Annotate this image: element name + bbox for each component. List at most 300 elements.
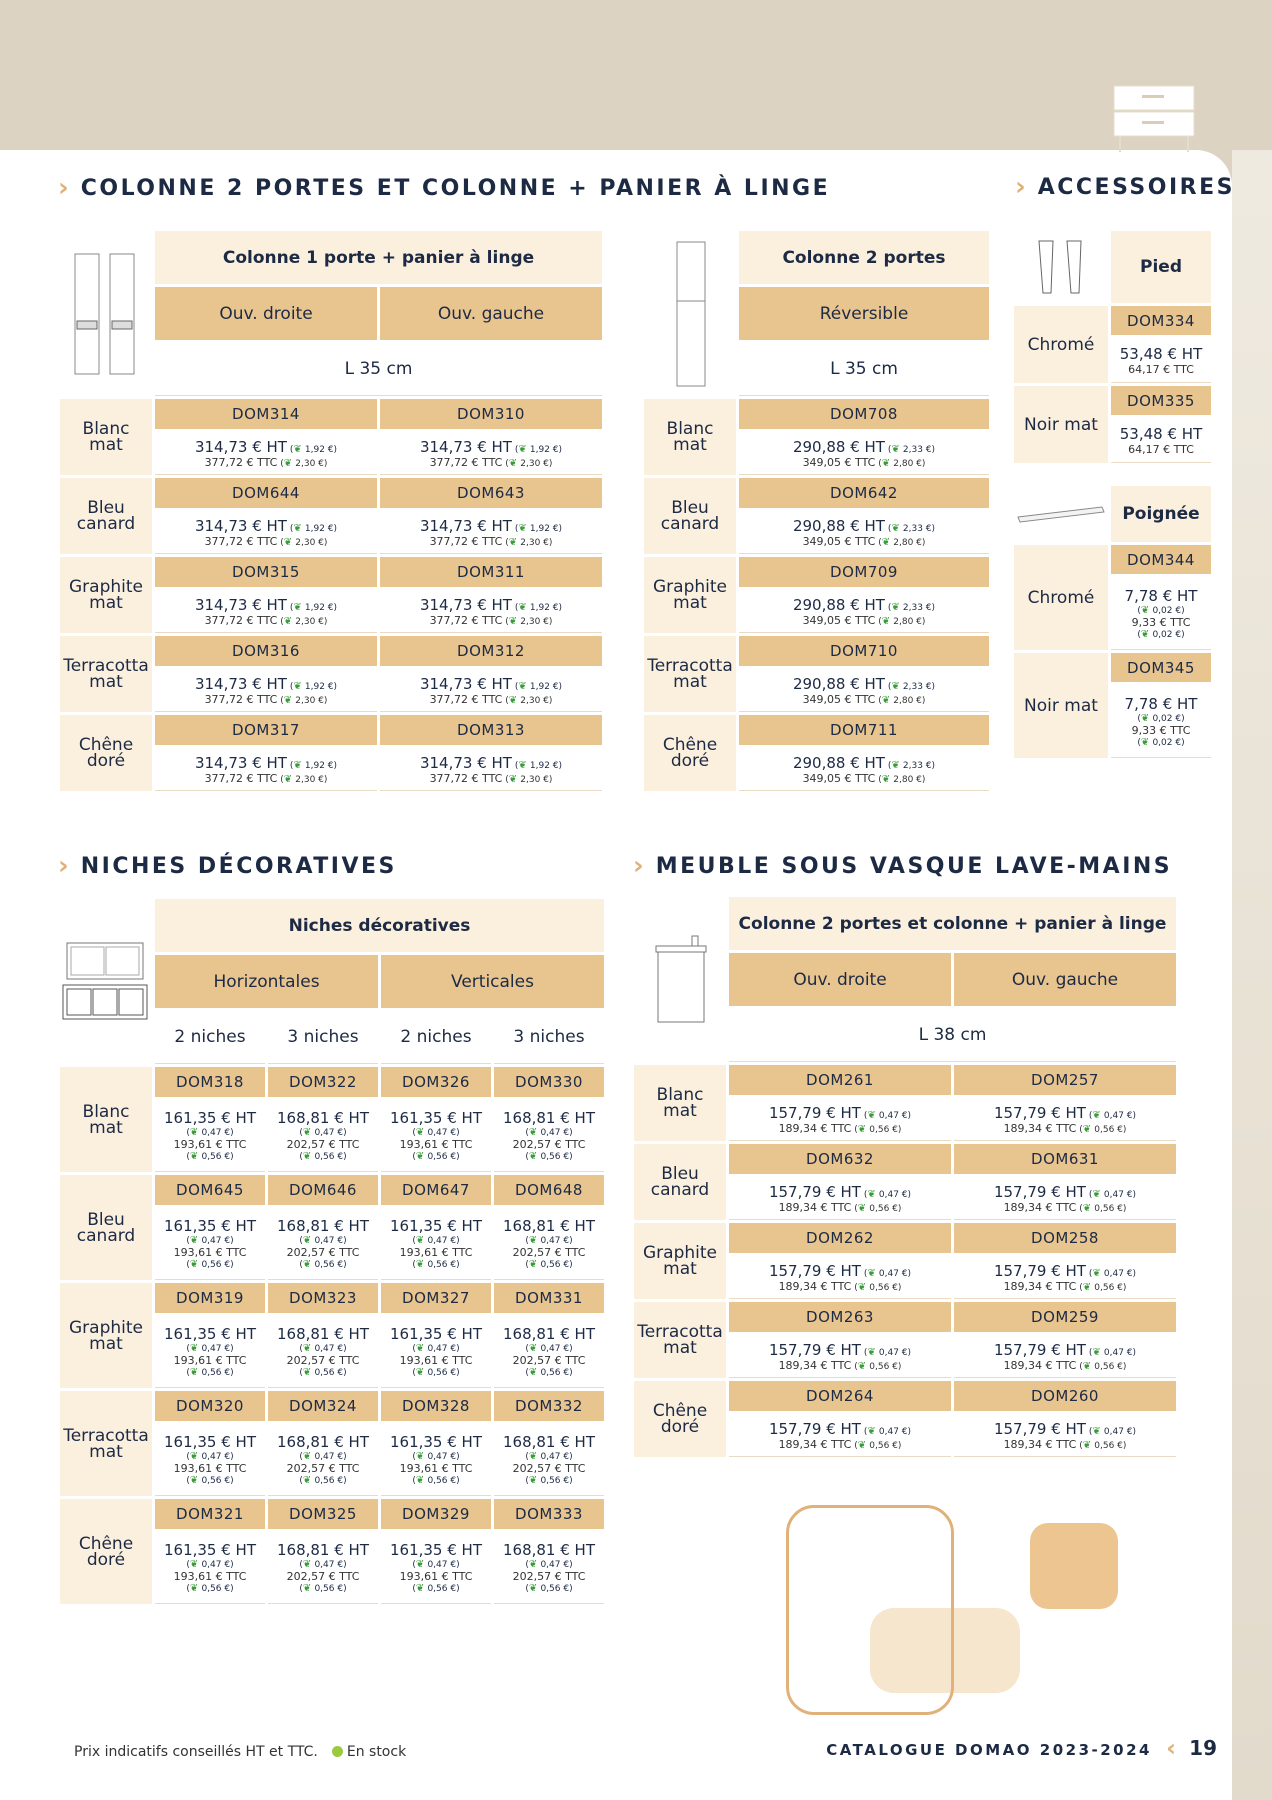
price-ht-line — [503, 1325, 595, 1343]
col-header: Ouv. gauche — [954, 953, 1176, 1006]
chevron-right-icon: › — [1015, 172, 1026, 202]
product-code: DOM327 — [381, 1283, 491, 1313]
price-ttc: 202,57 € TTC — [512, 1462, 586, 1475]
eco-value: 0,47 € — [314, 1344, 344, 1354]
eco-part: (❦ 0,56 €) — [1076, 1281, 1127, 1293]
price-cell — [381, 1208, 491, 1280]
meuble-icon — [650, 930, 710, 1030]
eco-value: 0,56 € — [314, 1584, 344, 1594]
leaf-icon: ❦ — [528, 1559, 541, 1570]
eco-part: (❦ 2,33 €) — [884, 522, 936, 534]
eco-part: (❦ 1,92 €) — [286, 759, 338, 771]
price-cell — [494, 1424, 604, 1496]
price-cell — [155, 590, 377, 633]
colonne-2portes-icon — [665, 239, 715, 389]
table-niches — [60, 899, 604, 1604]
price-ht: 161,35 € HT — [163, 1433, 256, 1451]
price-ttc: 189,34 € TTC — [1003, 1200, 1077, 1214]
eco-line: (❦ 0,56 €) — [525, 1367, 573, 1378]
product-code: DOM711 — [739, 715, 989, 745]
price-ttc: 193,61 € TTC — [399, 1354, 473, 1367]
eco-part: (❦ 2,33 €) — [884, 443, 936, 455]
price-ht-line — [503, 1109, 595, 1127]
price-ht-line — [994, 1104, 1136, 1122]
price-ttc-line — [174, 1570, 247, 1583]
product-code: DOM262 — [729, 1223, 951, 1253]
price-ttc: 189,34 € TTC — [778, 1121, 852, 1135]
leaf-icon: ❦ — [1092, 1267, 1104, 1279]
price-cell — [739, 669, 989, 712]
eco-value: 1,92 € — [304, 681, 334, 692]
price-ht-line — [769, 1262, 911, 1280]
price-ttc-line — [513, 1462, 586, 1475]
sub-header: 3 niches — [494, 1011, 604, 1064]
product-code: DOM644 — [155, 478, 377, 508]
leaf-icon: ❦ — [293, 522, 305, 534]
eco-value: 0,56 € — [201, 1260, 231, 1270]
product-image-colonne-2portes — [644, 231, 736, 396]
price-ttc-line — [1004, 1280, 1127, 1293]
poignee-icon — [1016, 499, 1106, 529]
price-ht-line — [503, 1217, 595, 1235]
eco-part: (❦ 1,92 €) — [511, 680, 563, 692]
finish-line: mat — [673, 435, 707, 455]
finish-line: mat — [89, 1441, 123, 1462]
product-code: DOM329 — [381, 1499, 491, 1529]
eco-line: (❦ 0,56 €) — [186, 1475, 234, 1486]
finish-line: Blanc — [656, 1085, 704, 1105]
finish-line: Blanc — [82, 1101, 130, 1122]
eco-line: (❦ 0,56 €) — [186, 1259, 234, 1270]
section-meuble-heading — [633, 851, 1172, 881]
price-ttc-line — [287, 1462, 360, 1475]
price-ht-line — [277, 1433, 369, 1451]
price-cell — [1111, 338, 1211, 383]
price-ht: 314,73 € HT — [194, 753, 287, 772]
eco-value: 0,56 € — [201, 1476, 231, 1486]
eco-part: (❦ 2,30 €) — [277, 536, 328, 548]
eco-line: (❦ 0,47 €) — [412, 1127, 460, 1138]
eco-value: 0,47 € — [201, 1560, 231, 1570]
eco-part: (❦ 0,47 €) — [1085, 1267, 1137, 1279]
finish-label — [60, 636, 152, 712]
price-ht-line — [769, 1104, 911, 1122]
price-ttc: 377,72 € TTC — [204, 455, 278, 469]
price-ht: 161,35 € HT — [389, 1109, 482, 1127]
price-cell — [155, 1424, 265, 1496]
price-cell — [268, 1424, 378, 1496]
price-ttc-line — [1132, 724, 1191, 737]
price-ttc: 349,05 € TTC — [802, 692, 876, 706]
eco-line: (❦ 0,56 €) — [412, 1475, 460, 1486]
leaf-icon: ❦ — [189, 1151, 202, 1162]
finish-line: Bleu — [671, 498, 709, 518]
price-ttc: 193,61 € TTC — [399, 1462, 473, 1475]
price-ht: 161,35 € HT — [163, 1109, 256, 1127]
eco-value: 2,30 € — [295, 695, 324, 706]
price-cell — [1111, 418, 1211, 463]
eco-value: 0,47 € — [314, 1452, 344, 1462]
price-ht-line — [793, 596, 935, 614]
eco-value: 0,56 € — [427, 1476, 457, 1486]
eco-line: (❦ 0,56 €) — [299, 1583, 347, 1594]
eco-part: (❦ 0,56 €) — [851, 1281, 902, 1293]
eco-line: (❦ 0,56 €) — [299, 1475, 347, 1486]
price-ttc-line — [174, 1246, 247, 1259]
eco-line: (❦ 0,56 €) — [525, 1151, 573, 1162]
eco-part: (❦ 2,30 €) — [502, 694, 553, 706]
leaf-icon: ❦ — [415, 1343, 428, 1354]
price-ht-line — [390, 1433, 482, 1451]
price-ttc: 193,61 € TTC — [173, 1354, 247, 1367]
eco-value: 2,80 € — [893, 458, 922, 469]
leaf-icon: ❦ — [1140, 628, 1153, 640]
finish-label — [60, 1283, 152, 1388]
product-code: DOM315 — [155, 557, 377, 587]
eco-value: 0,47 € — [427, 1128, 457, 1138]
eco-line: (❦ 0,56 €) — [412, 1259, 460, 1270]
price-ttc: 202,57 € TTC — [512, 1246, 586, 1259]
price-ttc: 193,61 € TTC — [173, 1570, 247, 1583]
finish-line: canard — [76, 1225, 136, 1246]
eco-part: (❦ 2,30 €) — [502, 615, 553, 627]
price-ht: 168,81 € HT — [502, 1109, 595, 1127]
price-ttc: 193,61 € TTC — [399, 1570, 473, 1583]
eco-value: 0,56 € — [427, 1584, 457, 1594]
price-ttc: 189,34 € TTC — [778, 1358, 852, 1372]
finish-label — [60, 1067, 152, 1172]
price-ttc: 349,05 € TTC — [802, 613, 876, 627]
price-ttc: 193,61 € TTC — [399, 1246, 473, 1259]
product-code: DOM646 — [268, 1175, 378, 1205]
leaf-icon: ❦ — [302, 1235, 315, 1246]
eco-line: (❦ 0,56 €) — [412, 1151, 460, 1162]
eco-part: (❦ 0,47 €) — [860, 1346, 912, 1358]
eco-value: 0,56 € — [427, 1260, 457, 1270]
price-ht: 314,73 € HT — [419, 674, 512, 693]
finish-line: Graphite — [653, 577, 727, 597]
price-ht-line — [195, 438, 337, 456]
price-ttc: 9,33 € TTC — [1131, 615, 1191, 629]
table-title: Colonne 1 porte + panier à linge — [155, 231, 602, 284]
leaf-icon: ❦ — [528, 1151, 541, 1162]
price-ht-line — [420, 675, 562, 693]
price-ttc: 202,57 € TTC — [286, 1354, 360, 1367]
eco-part: (❦ 0,56 €) — [1076, 1439, 1127, 1451]
price-cell — [954, 1256, 1176, 1299]
table-meuble — [634, 897, 1176, 1457]
finish-line: Terracotta — [63, 656, 149, 676]
leaf-icon: ❦ — [528, 1259, 541, 1270]
eco-part: (❦ 2,80 €) — [875, 773, 926, 785]
leaf-icon: ❦ — [881, 694, 894, 706]
leaf-icon: ❦ — [1092, 1346, 1104, 1358]
price-ht: 168,81 € HT — [502, 1217, 595, 1235]
product-code: DOM326 — [381, 1067, 491, 1097]
price-ttc: 202,57 € TTC — [286, 1462, 360, 1475]
product-code: DOM259 — [954, 1302, 1176, 1332]
eco-part: (❦ 1,92 €) — [511, 443, 563, 455]
price-ttc-line — [1004, 1438, 1127, 1451]
section-title: ACCESSOIRES — [1037, 174, 1235, 200]
eco-value: 2,80 € — [893, 537, 922, 548]
price-cell — [729, 1098, 951, 1141]
price-ttc: 377,72 € TTC — [429, 613, 503, 627]
price-ht: 314,73 € HT — [419, 753, 512, 772]
price-ht-line — [793, 438, 935, 456]
eco-part: (❦ 0,56 €) — [851, 1439, 902, 1451]
leaf-icon: ❦ — [528, 1235, 541, 1246]
price-ht: 168,81 € HT — [276, 1109, 369, 1127]
finish-line: mat — [89, 1117, 123, 1138]
finish-label: Noir mat — [1014, 386, 1108, 463]
price-ttc-line — [205, 614, 328, 627]
eco-line: (❦ 0,47 €) — [412, 1235, 460, 1246]
price-ht: 168,81 € HT — [502, 1541, 595, 1559]
price-ht: 7,78 € HT — [1124, 694, 1198, 713]
price-cell — [1111, 577, 1211, 650]
price-ht: 157,79 € HT — [993, 1261, 1086, 1280]
product-code: DOM320 — [155, 1391, 265, 1421]
eco-part: (❦ 2,80 €) — [875, 536, 926, 548]
finish-line: mat — [673, 593, 707, 613]
price-ttc-line — [287, 1138, 360, 1151]
eco-value: 0,47 € — [878, 1110, 908, 1121]
price-cell — [954, 1414, 1176, 1457]
price-cell — [739, 590, 989, 633]
price-ht: 314,73 € HT — [419, 437, 512, 456]
product-code: DOM709 — [739, 557, 989, 587]
leaf-icon: ❦ — [891, 522, 903, 534]
price-cell — [380, 511, 602, 554]
price-ht-line — [390, 1541, 482, 1559]
price-cell — [155, 748, 377, 791]
chevron-right-icon: › — [58, 851, 69, 881]
eco-line: (❦ 0,47 €) — [186, 1235, 234, 1246]
price-cell — [155, 1100, 265, 1172]
price-ttc: 202,57 € TTC — [286, 1138, 360, 1151]
price-ttc: 202,57 € TTC — [512, 1138, 586, 1151]
eco-value: 0,56 € — [1094, 1361, 1123, 1372]
leaf-icon: ❦ — [857, 1439, 870, 1451]
page-number: 19 — [1189, 1736, 1217, 1760]
price-ht: 53,48 € HT — [1119, 344, 1203, 363]
eco-part: (❦ 0,47 €) — [860, 1425, 912, 1437]
leaf-icon: ❦ — [283, 457, 296, 469]
product-code: DOM319 — [155, 1283, 265, 1313]
price-ht-line — [420, 517, 562, 535]
leaf-icon: ❦ — [891, 601, 903, 613]
price-ttc: 189,34 € TTC — [1003, 1279, 1077, 1293]
product-code: DOM332 — [494, 1391, 604, 1421]
price-ttc-line — [430, 693, 553, 706]
eco-line: (❦ 0,56 €) — [525, 1259, 573, 1270]
eco-line: (❦ 0,47 €) — [412, 1343, 460, 1354]
leaf-icon: ❦ — [867, 1346, 879, 1358]
eco-part: (❦ 2,30 €) — [277, 615, 328, 627]
price-ttc-line — [1004, 1359, 1127, 1372]
eco-value: 0,56 € — [201, 1152, 231, 1162]
eco-value: 2,33 € — [902, 602, 932, 613]
eco-part: (❦ 2,80 €) — [875, 694, 926, 706]
eco-part: (❦ 0,47 €) — [860, 1188, 912, 1200]
product-code: DOM316 — [155, 636, 377, 666]
price-ht: 168,81 € HT — [502, 1325, 595, 1343]
eco-part: (❦ 2,30 €) — [277, 773, 328, 785]
section-title: COLONNE 2 PORTES ET COLONNE + PANIER À LINGE — [80, 175, 831, 201]
eco-value: 0,56 € — [869, 1124, 898, 1135]
finish-line: Graphite — [643, 1243, 717, 1263]
eco-part: (❦ 2,33 €) — [884, 601, 936, 613]
leaf-icon: ❦ — [189, 1583, 202, 1594]
finish-line: Terracotta — [63, 1425, 149, 1446]
leaf-icon: ❦ — [867, 1188, 879, 1200]
leaf-icon: ❦ — [891, 443, 903, 455]
leaf-icon: ❦ — [293, 759, 305, 771]
price-ht: 290,88 € HT — [792, 516, 885, 535]
product-code: DOM642 — [739, 478, 989, 508]
eco-line: (❦ 0,02 €) — [1137, 712, 1185, 724]
leaf-icon: ❦ — [189, 1259, 202, 1270]
leaf-icon: ❦ — [302, 1475, 315, 1486]
price-ht: 53,48 € HT — [1119, 424, 1203, 443]
leaf-icon: ❦ — [528, 1451, 541, 1462]
finish-label — [634, 1302, 726, 1378]
price-ht-line — [164, 1109, 256, 1127]
price-ht-line — [793, 675, 935, 693]
finish-label: Chromé — [1014, 306, 1108, 383]
finish-line: doré — [660, 1417, 700, 1437]
leaf-icon: ❦ — [293, 443, 305, 455]
price-cell — [380, 748, 602, 791]
eco-value: 0,02 € — [1152, 713, 1182, 724]
price-cell — [381, 1532, 491, 1604]
finish-line: Bleu — [87, 498, 125, 518]
section-title: MEUBLE SOUS VASQUE LAVE-MAINS — [655, 853, 1173, 879]
eco-value: 0,02 € — [1152, 737, 1182, 748]
price-ttc: 202,57 € TTC — [286, 1246, 360, 1259]
leaf-icon: ❦ — [283, 694, 296, 706]
finish-label: Chromé — [1014, 545, 1108, 650]
eco-value: 0,56 € — [540, 1152, 570, 1162]
product-code: DOM314 — [155, 399, 377, 429]
colonne-panier-icon — [70, 249, 142, 379]
eco-line: (❦ 0,47 €) — [412, 1451, 460, 1462]
leaf-icon: ❦ — [1092, 1109, 1104, 1121]
product-code: DOM258 — [954, 1223, 1176, 1253]
price-ht-line — [164, 1325, 256, 1343]
price-ttc: 349,05 € TTC — [802, 534, 876, 548]
eco-value: 0,47 € — [878, 1347, 908, 1358]
price-ht: 157,79 € HT — [768, 1182, 861, 1201]
eco-value: 2,80 € — [893, 774, 922, 785]
finish-line: Chêne — [78, 735, 134, 755]
price-ttc-line — [205, 693, 328, 706]
price-ttc: 377,72 € TTC — [204, 534, 278, 548]
finish-line: doré — [86, 1549, 126, 1570]
eco-value: 0,47 € — [201, 1236, 231, 1246]
product-code: DOM328 — [381, 1391, 491, 1421]
finish-line: mat — [89, 1333, 123, 1354]
price-cell — [494, 1532, 604, 1604]
finish-line: mat — [663, 1338, 697, 1358]
price-ht-line — [994, 1183, 1136, 1201]
price-cell — [155, 1316, 265, 1388]
leaf-icon: ❦ — [189, 1343, 202, 1354]
finish-line: Terracotta — [647, 656, 733, 676]
eco-line: (❦ 0,47 €) — [299, 1235, 347, 1246]
finish-line: Chêne — [78, 1533, 134, 1554]
price-cell — [729, 1335, 951, 1378]
eco-value: 2,30 € — [520, 458, 549, 469]
section-niches-heading — [58, 851, 397, 881]
price-ht-line — [277, 1325, 369, 1343]
eco-value: 2,33 € — [902, 681, 932, 692]
product-code: DOM632 — [729, 1144, 951, 1174]
eco-part: (❦ 1,92 €) — [511, 759, 563, 771]
price-ht: 161,35 € HT — [163, 1541, 256, 1559]
price-ttc-line — [174, 1462, 247, 1475]
leaf-icon: ❦ — [528, 1127, 541, 1138]
leaf-icon: ❦ — [857, 1123, 870, 1135]
eco-value: 0,47 € — [1103, 1110, 1133, 1121]
leaf-icon: ❦ — [1092, 1188, 1104, 1200]
price-ht-line — [420, 754, 562, 772]
eco-value: 0,56 € — [1094, 1440, 1123, 1451]
section-colonne-heading — [58, 173, 830, 203]
eco-value: 0,56 € — [1094, 1124, 1123, 1135]
finish-line: doré — [670, 751, 710, 771]
leaf-icon: ❦ — [857, 1360, 870, 1372]
leaf-icon: ❦ — [881, 773, 894, 785]
sub-header: 2 niches — [155, 1011, 265, 1064]
product-code: DOM647 — [381, 1175, 491, 1205]
price-ttc-line — [803, 772, 926, 785]
eco-value: 0,56 € — [869, 1440, 898, 1451]
price-cell — [268, 1208, 378, 1280]
price-ht: 157,79 € HT — [768, 1103, 861, 1122]
eco-value: 0,56 € — [540, 1260, 570, 1270]
price-ht: 168,81 € HT — [276, 1541, 369, 1559]
finish-line: canard — [650, 1180, 710, 1200]
price-ttc-line — [287, 1570, 360, 1583]
price-ttc: 202,57 € TTC — [286, 1570, 360, 1583]
eco-part: (❦ 0,47 €) — [1085, 1188, 1137, 1200]
eco-value: 2,30 € — [295, 774, 324, 785]
leaf-icon: ❦ — [518, 680, 530, 692]
eco-value: 2,80 € — [893, 616, 922, 627]
price-ht-line — [277, 1541, 369, 1559]
section-accessoires-heading — [1015, 172, 1235, 202]
leaf-icon: ❦ — [1082, 1439, 1095, 1451]
price-ttc: 349,05 € TTC — [802, 455, 876, 469]
eco-part: (❦ 0,47 €) — [1085, 1109, 1137, 1121]
product-code: DOM318 — [155, 1067, 265, 1097]
product-image-niches — [60, 899, 152, 1064]
eco-value: 0,56 € — [869, 1282, 898, 1293]
price-ht: 290,88 € HT — [792, 595, 885, 614]
leaf-icon: ❦ — [518, 443, 530, 455]
leaf-icon: ❦ — [508, 457, 521, 469]
price-cell — [954, 1335, 1176, 1378]
leaf-icon: ❦ — [302, 1343, 315, 1354]
leaf-icon: ❦ — [302, 1451, 315, 1462]
eco-value: 2,30 € — [295, 616, 324, 627]
price-cell — [729, 1414, 951, 1457]
eco-line: (❦ 0,47 €) — [525, 1451, 573, 1462]
leaf-icon: ❦ — [293, 680, 305, 692]
eco-value: 1,92 € — [304, 523, 334, 534]
